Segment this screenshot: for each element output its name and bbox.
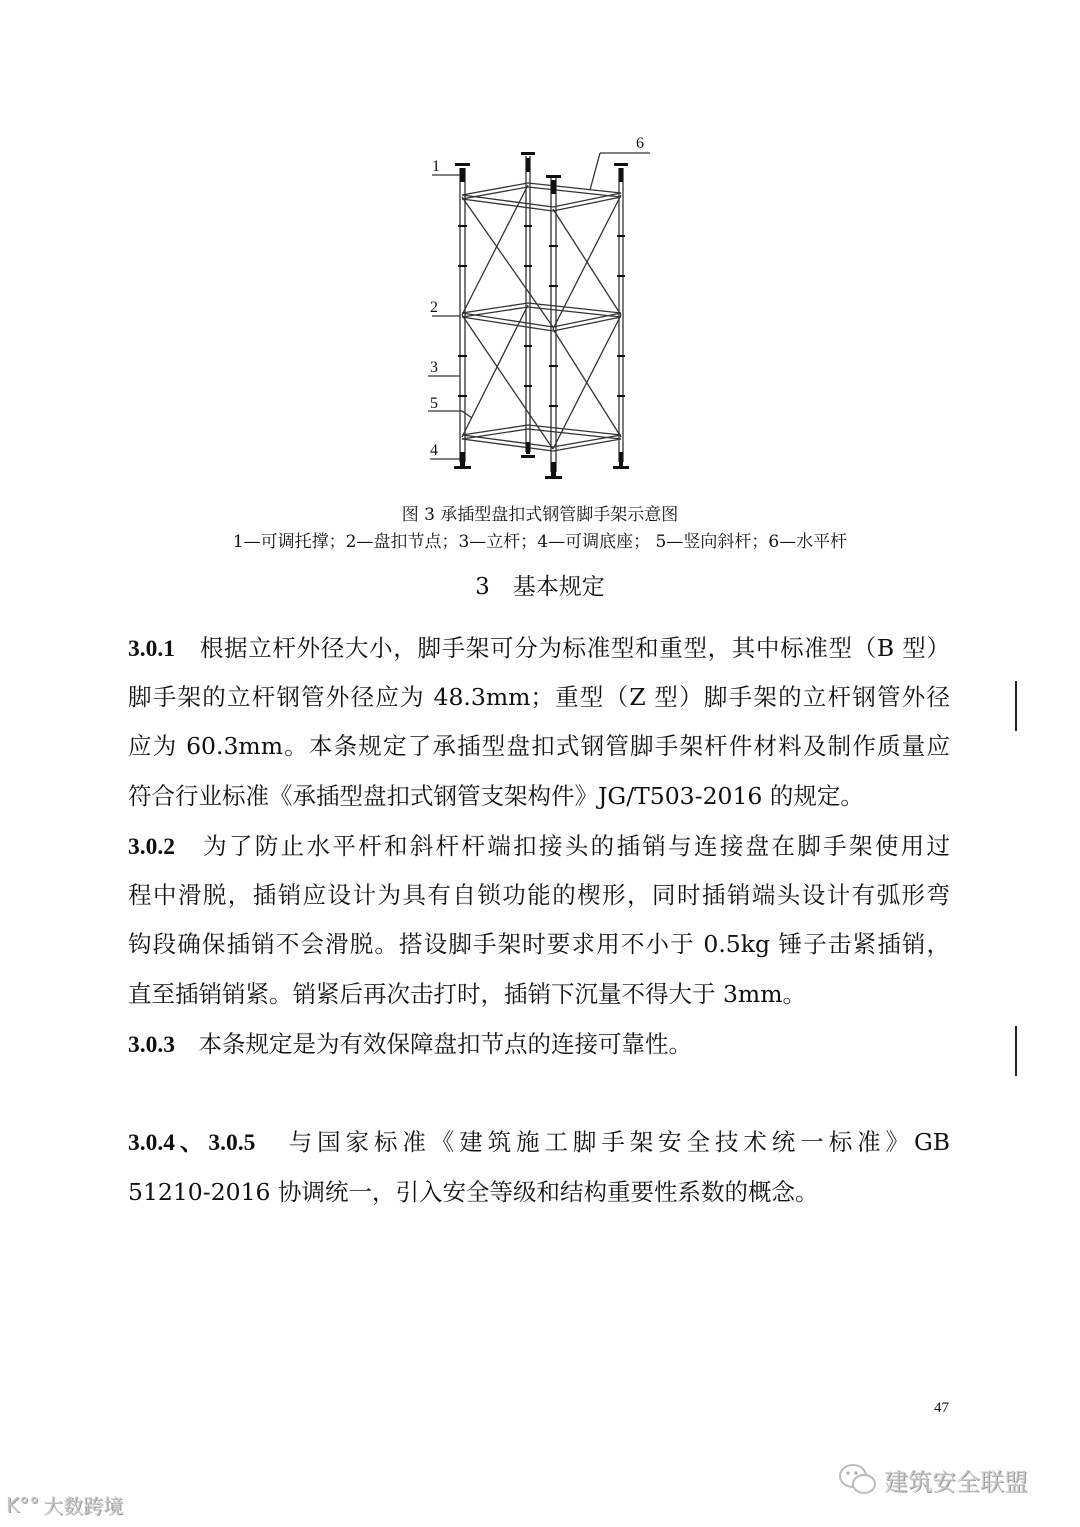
clause-number: 3.0.2: [128, 834, 175, 860]
page-number: 47: [934, 1400, 949, 1416]
clause-number: 3.0.3: [128, 1032, 175, 1058]
clause-number: 3.0.1: [128, 636, 175, 662]
revision-bar: [1015, 1026, 1017, 1076]
clause-3-0-1-line-1: [128, 631, 950, 665]
clause-text: 为了防止水平杆和斜杆杆端扣接头的插销与连接盘在脚手架使用过: [203, 832, 951, 860]
watermark-left: [6, 1490, 123, 1519]
clause-3-0-1-line-2: 脚手架的立杆钢管外径应为 48.3mm；重型（Z 型）脚手架的立杆钢管外径: [128, 683, 950, 711]
clause-3-0-2-line-4: 直至插销销紧。销紧后再次击打时，插销下沉量不得大于 3mm。: [128, 980, 806, 1008]
watermark-logo-icon: K°°: [6, 1492, 40, 1517]
clause-3-0-4-line-2: 51210-2016 协调统一，引入安全等级和结构重要性系数的概念。: [128, 1178, 819, 1206]
clause-3-0-1-line-4: 符合行业标准《承插型盘扣式钢管支架构件》JG/T503-2016 的规定。: [128, 782, 864, 810]
watermark-right-text: 建筑安全联盟: [884, 1468, 1028, 1496]
clause-3-0-2-line-2: 程中滑脱，插销应设计为具有自锁功能的楔形，同时插销端头设计有弧形弯: [128, 881, 950, 909]
watermark-left-text: 大数跨境: [43, 1494, 124, 1518]
figure-label-2: 2: [430, 299, 438, 316]
scaffold-diagram: [420, 130, 660, 490]
clause-3-0-2-line-3: 钩段确保插销不会滑脱。搭设脚手架时要求用不小于 0.5kg 锤子击紧插销，: [128, 930, 950, 958]
clause-3-0-1-line-3: 应为 60.3mm。本条规定了承插型盘扣式钢管脚手架杆件材料及制作质量应: [128, 732, 950, 760]
figure-label-3: 3: [430, 359, 438, 376]
clause-text: 本条规定是为有效保障盘扣节点的连接可靠性。: [198, 1030, 692, 1058]
figure-label-4: 4: [430, 442, 438, 459]
figure-label-6: 6: [636, 135, 644, 152]
clause-text: 根据立杆外径大小，脚手架可分为标准型和重型，其中标准型（B 型）: [199, 634, 950, 662]
figure-legend: 1—可调托撑；2—盘扣节点；3—立杆；4—可调底座； 5—竖向斜杆；6—水平杆: [232, 532, 848, 552]
clause-3-0-2-line-1: [128, 829, 950, 863]
clause-text: 与国家标准《建筑施工脚手架安全技术统一标准》GB: [288, 1128, 950, 1156]
section-title: 3 基本规定: [475, 574, 605, 600]
figure-caption: 图 3 承插型盘扣式钢管脚手架示意图: [401, 505, 679, 525]
figure-label-5: 5: [430, 395, 438, 412]
clause-3-0-4-line-1: [128, 1125, 950, 1159]
clause-number: 3.0.4、3.0.5: [128, 1130, 256, 1156]
wechat-icon: [838, 1463, 878, 1497]
revision-bar: [1015, 681, 1017, 731]
figure-label-1: 1: [432, 158, 440, 175]
watermark-right: [838, 1462, 1028, 1497]
clause-3-0-3-line-1: [128, 1027, 950, 1061]
